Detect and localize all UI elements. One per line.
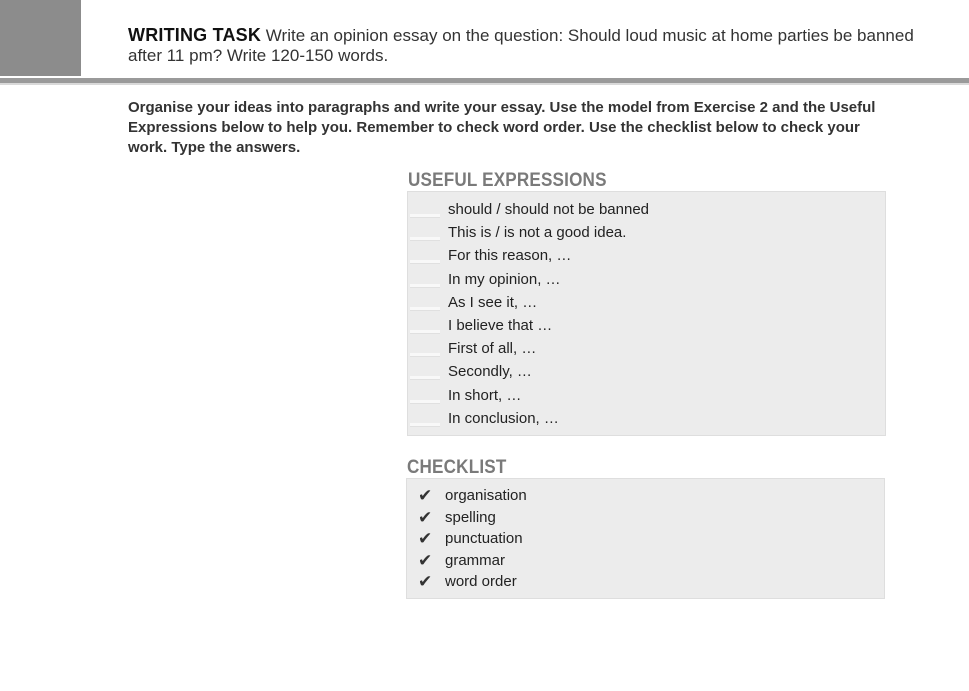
expression-text: In my opinion, …	[448, 270, 561, 288]
checklist-text: spelling	[445, 508, 496, 526]
expression-text: First of all, …	[448, 340, 537, 358]
check-icon: ✔	[418, 529, 433, 548]
check-icon: ✔	[418, 486, 433, 505]
expression-item	[408, 337, 649, 360]
checklist-list	[407, 485, 527, 593]
checklist-panel	[406, 478, 885, 599]
checklist-item	[407, 571, 527, 593]
expression-text: I believe that …	[448, 316, 553, 334]
expression-item	[408, 198, 649, 221]
writing-task-header	[128, 25, 928, 66]
check-icon: ✔	[418, 550, 433, 570]
expression-text: For this reason, …	[448, 247, 572, 265]
expression-item	[408, 221, 649, 244]
header-divider-shadow	[0, 83, 969, 85]
checklist-item	[407, 485, 527, 507]
check-icon: ✔	[418, 572, 433, 591]
expression-item	[408, 314, 649, 337]
corner-block	[0, 0, 81, 76]
expression-text: Secondly, …	[448, 363, 532, 381]
expression-item	[408, 360, 649, 383]
blank-line	[410, 400, 440, 404]
expression-item	[408, 407, 649, 430]
expression-item	[408, 244, 649, 267]
checklist-text: word order	[445, 573, 517, 590]
expression-text: As I see it, …	[448, 293, 538, 311]
expression-text: should / should not be banned	[448, 201, 649, 218]
blank-line	[410, 237, 440, 241]
blank-line	[410, 284, 440, 288]
checklist-item	[407, 507, 527, 529]
blank-line	[410, 376, 440, 380]
checklist-title: CHECKLIST	[407, 457, 507, 478]
blank-line	[410, 260, 440, 264]
expression-text: This is / is not a good idea.	[448, 224, 627, 242]
expression-text: In short, …	[448, 386, 522, 404]
check-icon: ✔	[418, 507, 433, 527]
blank-line	[410, 423, 440, 427]
blank-line	[410, 330, 440, 334]
expression-text: In conclusion, …	[448, 409, 559, 427]
checklist-text: punctuation	[445, 530, 523, 547]
task-label: WRITING TASK	[128, 25, 262, 45]
checklist-item	[407, 550, 527, 572]
expression-item	[408, 384, 649, 407]
expression-item	[408, 268, 649, 291]
useful-expressions-title: USEFUL EXPRESSIONS	[408, 170, 607, 191]
task-text: Write an opinion essay on the question: Should loud music at home parties be banned after 11 pm? Write 120-150 words.	[128, 26, 914, 65]
checklist-text: organisation	[445, 487, 527, 504]
blank-line	[410, 307, 440, 311]
expression-item	[408, 291, 649, 314]
blank-line	[410, 214, 440, 218]
blank-line	[410, 353, 440, 357]
checklist-text: grammar	[445, 551, 506, 569]
useful-expressions-list	[408, 198, 649, 430]
checklist-item	[407, 528, 527, 550]
instructions-text: Organise your ideas into paragraphs and write your essay. Use the model from Exercise 2 and the Useful Expressions below to help you. Remember to check word order. Use the checklist below to check your work. Type the answers.	[128, 99, 876, 156]
useful-expressions-panel	[407, 191, 886, 436]
